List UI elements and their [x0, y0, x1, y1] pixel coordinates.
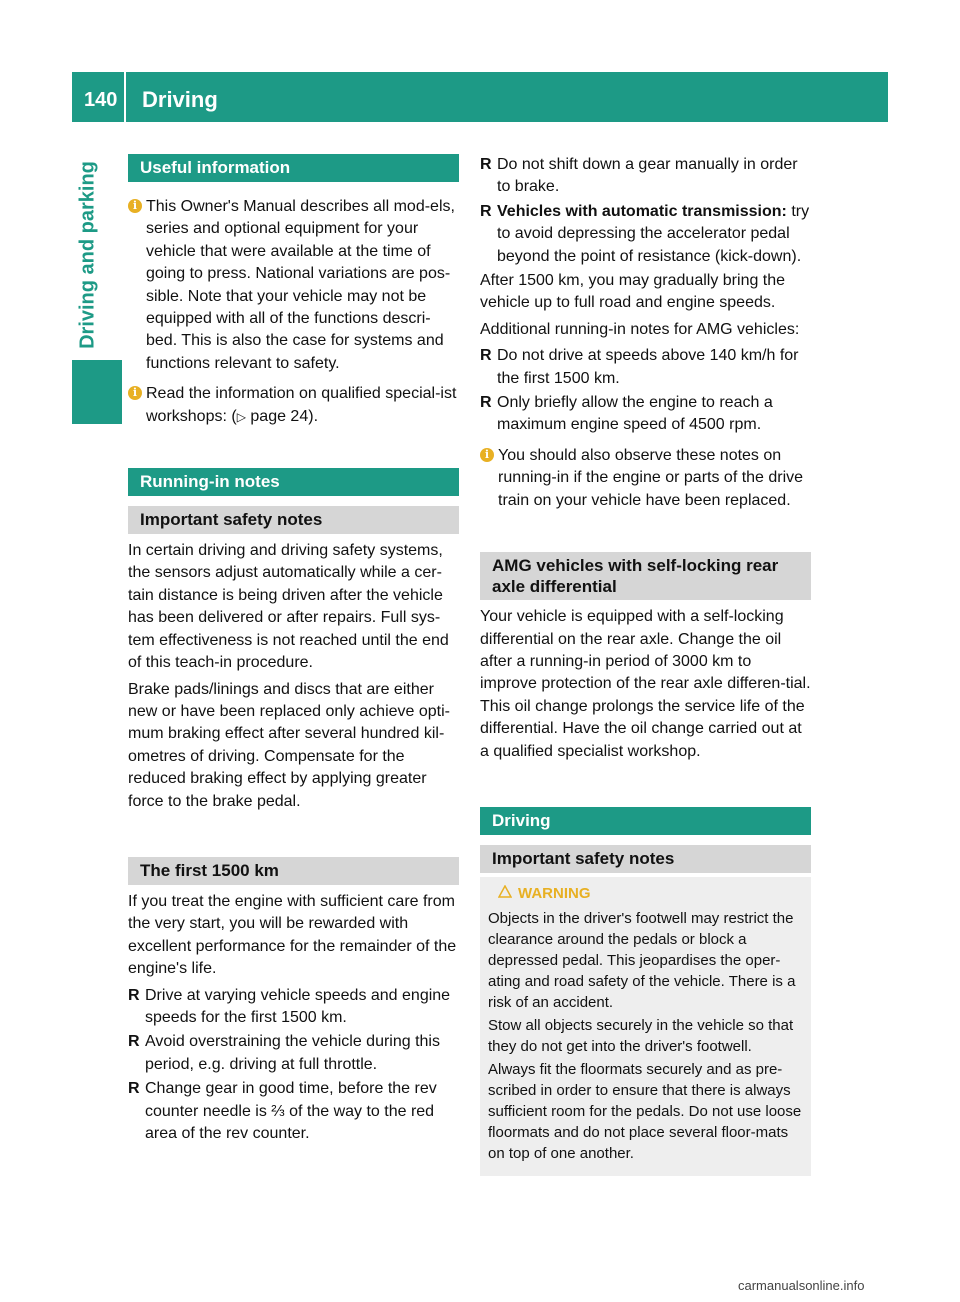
list-item-text: Avoid overstraining the vehicle during this period, e.g. driving at full throttle.	[145, 1033, 440, 1073]
info-note	[128, 383, 459, 428]
info-icon: i	[128, 386, 142, 400]
body-paragraph: Additional running-in notes for AMG vehicles:	[480, 320, 800, 338]
bullet-marker: R	[128, 1033, 140, 1051]
left-column	[128, 154, 459, 1147]
page-title: Driving	[142, 87, 218, 112]
list-item	[128, 1078, 459, 1145]
list-item-text: Do not drive at speeds above 140 km/h for the first 1500 km.	[497, 347, 799, 387]
info-note-text: You should also observe these notes on running-in if the engine or parts of the drive train on your vehicle have been replaced.	[498, 446, 804, 509]
body-paragraph: If you treat the engine with sufficient care from the very start, you will be rewarded with excellent performance for the remainder of the engine's life.	[128, 892, 457, 978]
section-heading-driving: Driving	[480, 807, 811, 835]
list-item	[480, 201, 811, 268]
bullet-marker: R	[128, 1080, 140, 1098]
subsection-heading-amg-differential: AMG vehicles with self-locking rear axle differential	[480, 552, 811, 600]
info-note	[128, 196, 459, 375]
warning-box	[480, 877, 811, 1176]
section-heading-running-in-notes: Running-in notes	[128, 468, 459, 496]
body-paragraph: After 1500 km, you may gradually bring the vehicle up to full road and engine speeds.	[480, 272, 786, 312]
header-divider	[124, 72, 126, 122]
list-item	[128, 1031, 459, 1076]
list-item	[480, 154, 811, 199]
side-tab-marker	[72, 360, 122, 424]
subsection-heading-safety-notes: Important safety notes	[480, 845, 811, 873]
info-note-text: This Owner's Manual describes all mod-els, series and optional equipment for your vehicle that were available at the time of going to press. National variations are pos-sible. Note that your vehicle may not be equipped with all of the functions descri-bed. This is also the case for systems and functions relevant to safety.	[146, 198, 455, 372]
list-item-text: Change gear in good time, before the rev counter needle is ⅔ of the way to the red area of the rev counter.	[145, 1080, 437, 1142]
list-item-text: try to avoid depressing the accelerator pedal beyond the point of resistance (kick-down).	[497, 202, 810, 265]
list-item-label: Vehicles with automatic transmission:	[497, 202, 787, 220]
list-item	[480, 345, 811, 390]
info-icon: i	[128, 199, 142, 213]
warning-triangle-icon	[498, 883, 512, 904]
list-item-text: Drive at varying vehicle speeds and engine speeds for the first 1500 km.	[145, 986, 451, 1026]
page-number: 140	[84, 89, 118, 111]
bullet-marker: R	[480, 202, 492, 220]
warning-label: WARNING	[518, 884, 591, 902]
list-item-text: Only briefly allow the engine to reach a maximum engine speed of 4500 rpm.	[497, 394, 773, 434]
body-paragraph: Your vehicle is equipped with a self-locking differential on the rear axle. Change the oil after a running-in period of 3000 km to improve protection of the rear axle differen-tial. This oil change prolongs the service life of the differential. Have the oil change carried out at a qualified specialist workshop.	[480, 608, 811, 760]
bullet-marker: R	[480, 156, 492, 173]
info-note	[480, 445, 811, 512]
bullet-marker: R	[480, 347, 492, 365]
list-item	[480, 392, 811, 437]
info-note-text-end: ).	[308, 407, 319, 425]
bullet-marker: R	[128, 986, 140, 1004]
right-column	[480, 154, 811, 1176]
subsection-heading-first-1500-km: The first 1500 km	[128, 857, 459, 885]
bullet-marker: R	[480, 394, 492, 412]
warning-text: Always fit the floormats securely and as pre-scribed in order to ensure that there is always sufficient room for the pedals. Do not use loose floormats and do not place several floor-mats on top of one another.	[488, 1060, 802, 1162]
section-heading-useful-information: Useful information	[128, 154, 459, 182]
body-paragraph: In certain driving and driving safety systems, the sensors adjust automatically while a cer-tain distance is being driven after the vehicle has been delivered or after repairs. Full sys-tem effectiveness is not reached until the end of this teach-in procedure.	[128, 542, 449, 672]
list-item-text: Do not shift down a gear manually in order to brake.	[497, 156, 798, 196]
warning-heading	[488, 883, 803, 904]
info-icon: i	[480, 448, 494, 462]
subsection-heading-safety-notes: Important safety notes	[128, 506, 459, 534]
page-reference-link[interactable]: page 24	[250, 407, 309, 425]
warning-text: Objects in the driver's footwell may restrict the clearance around the pedals or block a depressed pedal. This jeopardises the oper-ating and road safety of the vehicle. There is a risk of an accident.	[488, 909, 796, 1011]
list-item	[128, 985, 459, 1030]
warning-text: Stow all objects securely in the vehicle so that they do not get into the driver's footwell.	[488, 1016, 794, 1055]
body-paragraph: Brake pads/linings and discs that are either new or have been replaced only achieve opti-mum braking effect after several hundred kil-ometres of driving. Compensate for the reduced braking effect by applying greater force to the brake pedal.	[128, 680, 450, 810]
page-reference-arrow-icon: ▷	[236, 409, 246, 424]
info-note-text: Read the information on qualified special-ist workshops: (	[146, 385, 457, 425]
watermark: carmanualsonline.info	[738, 1278, 865, 1293]
side-tab-label: Driving and parking	[76, 161, 99, 349]
